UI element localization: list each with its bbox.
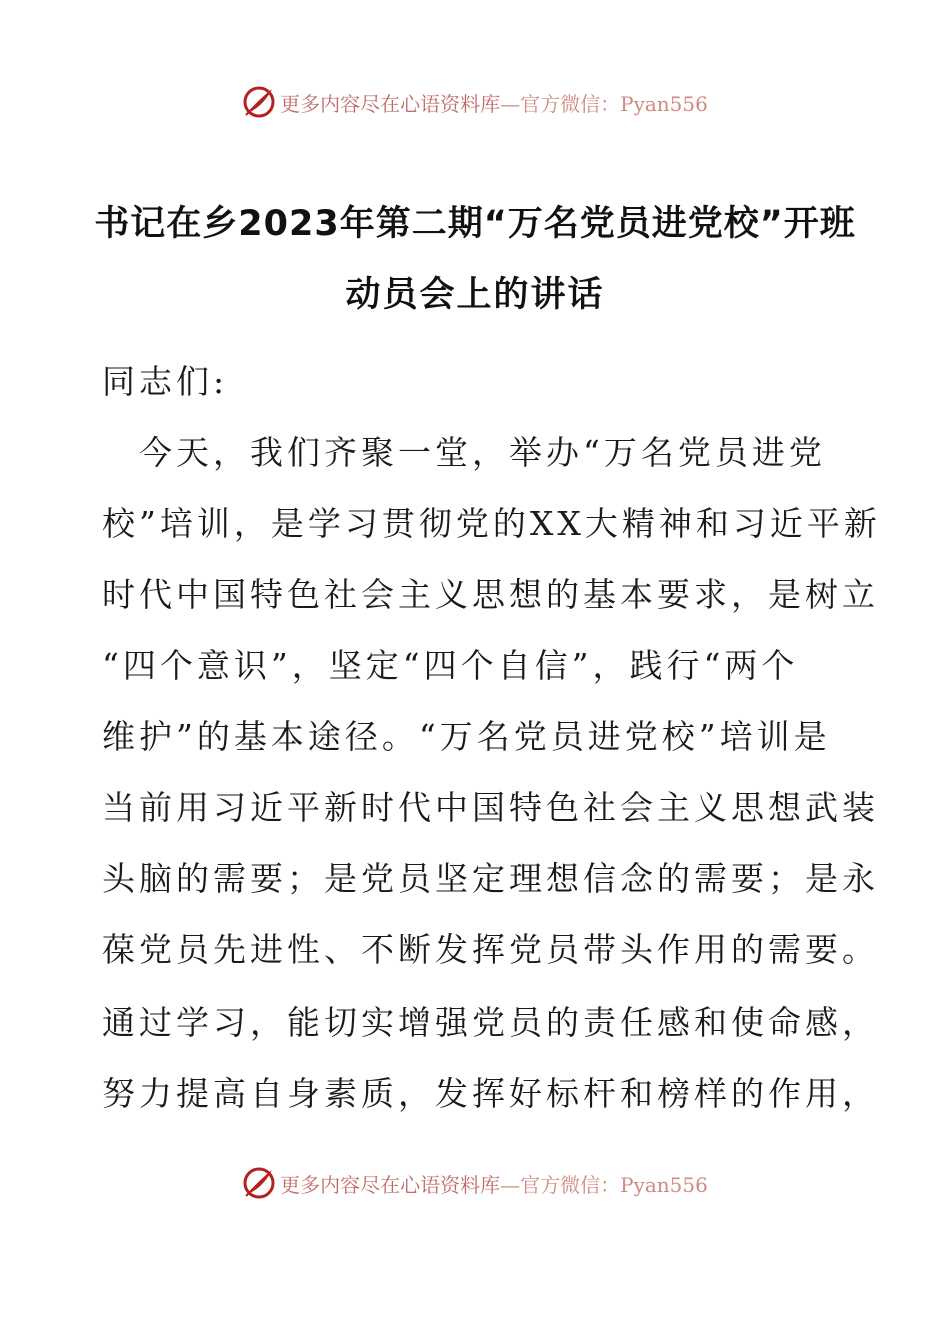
body-line-8: 葆党员先进性、不断发挥党员带头作用的需要。 [102, 930, 879, 969]
body-line-4: “四个意识”，坚定“四个自信”，践行“两个 [102, 646, 799, 685]
body-line-10: 努力提高自身素质，发挥好标杆和榜样的作用， [102, 1074, 879, 1113]
body-line-1: 今天，我们齐聚一堂，举办“万名党员进党 [102, 433, 826, 472]
header-watermark [0, 82, 950, 122]
watermark-text: 更多内容尽在心语资料库—官方微信：Pyan556 [280, 91, 708, 116]
body-line-5: 维护”的基本途径。“万名党员进党校”培训是 [102, 717, 831, 756]
footer-watermark [0, 1163, 950, 1203]
body-line-3: 时代中国特色社会主义思想的基本要求，是树立 [102, 575, 879, 614]
body-line-6: 当前用习近平新时代中国特色社会主义思想武装 [102, 788, 879, 827]
body-line-9: 通过学习，能切实增强党员的责任感和使命感， [102, 1003, 879, 1042]
salutation: 同志们: [102, 362, 229, 401]
watermark-text: 更多内容尽在心语资料库—官方微信：Pyan556 [280, 1172, 708, 1197]
quill-logo-icon [242, 85, 276, 119]
document-title-line-1: 书记在乡2023年第二期“万名党员进党校”开班 [94, 204, 856, 244]
document-title-line-2: 动员会上的讲话 [345, 275, 605, 315]
quill-logo-icon [242, 1166, 276, 1200]
body-line-7: 头脑的需要；是党员坚定理想信念的需要；是永 [102, 859, 879, 898]
body-line-2: 校”培训，是学习贯彻党的XX大精神和习近平新 [102, 504, 881, 543]
